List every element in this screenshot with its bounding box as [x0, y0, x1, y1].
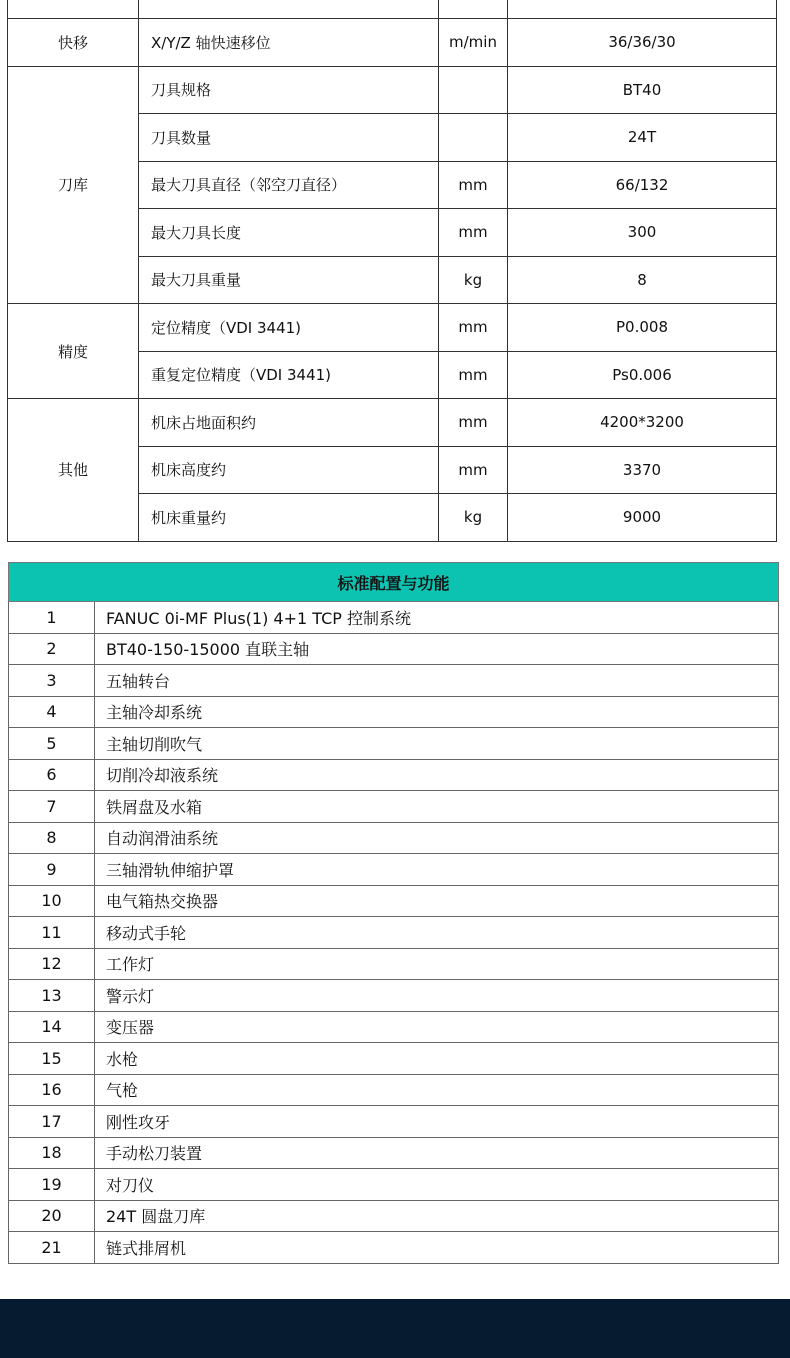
- spec-unit: mm: [439, 351, 508, 399]
- feature-text: 切削冷却液系统: [95, 759, 779, 791]
- feature-number: 11: [9, 917, 95, 949]
- feature-number: 21: [9, 1232, 95, 1264]
- spec-value: Ps0.006: [508, 351, 777, 399]
- spec-item: 刀具数量: [139, 114, 439, 162]
- feature-row: [9, 1106, 779, 1138]
- feature-row: [9, 917, 779, 949]
- feature-number: 7: [9, 791, 95, 823]
- spec-item: X/Y/Z 轴快速移位: [139, 19, 439, 67]
- feature-row: [9, 602, 779, 634]
- feature-text: 五轴转台: [95, 665, 779, 697]
- feature-number: 10: [9, 885, 95, 917]
- feature-text: 手动松刀装置: [95, 1137, 779, 1169]
- spec-value-cell: [508, 0, 777, 19]
- feature-text: 刚性攻牙: [95, 1106, 779, 1138]
- spec-unit: mm: [439, 209, 508, 257]
- spec-item: 重复定位精度（VDI 3441): [139, 351, 439, 399]
- spec-value: 24T: [508, 114, 777, 162]
- feature-number: 16: [9, 1074, 95, 1106]
- feature-number: 14: [9, 1011, 95, 1043]
- feature-row: [9, 822, 779, 854]
- feature-number: 17: [9, 1106, 95, 1138]
- feature-number: 19: [9, 1169, 95, 1201]
- feature-row: [9, 759, 779, 791]
- feature-number: 15: [9, 1043, 95, 1075]
- spec-category-rapid: 快移: [8, 19, 139, 67]
- feature-text: 水枪: [95, 1043, 779, 1075]
- machine-spec-table: [7, 0, 777, 542]
- feature-number: 13: [9, 980, 95, 1012]
- feature-row: [9, 665, 779, 697]
- feature-text: 工作灯: [95, 948, 779, 980]
- spec-category-accuracy: 精度: [8, 304, 139, 399]
- spec-row: [8, 19, 777, 67]
- spec-unit: [439, 114, 508, 162]
- feature-text: 自动润滑油系统: [95, 822, 779, 854]
- spec-category-other: 其他: [8, 399, 139, 542]
- spec-value: BT40: [508, 66, 777, 114]
- spec-unit: kg: [439, 256, 508, 304]
- spec-item-cell: [139, 0, 439, 19]
- spec-value: 66/132: [508, 161, 777, 209]
- feature-number: 5: [9, 728, 95, 760]
- spec-category-tool-magazine: 刀库: [8, 66, 139, 304]
- feature-number: 12: [9, 948, 95, 980]
- feature-text: 三轴滑轨伸缩护罩: [95, 854, 779, 886]
- spec-row: [8, 66, 777, 114]
- feature-number: 18: [9, 1137, 95, 1169]
- feature-number: 4: [9, 696, 95, 728]
- spec-value: P0.008: [508, 304, 777, 352]
- spec-item: 机床高度约: [139, 446, 439, 494]
- feature-number: 9: [9, 854, 95, 886]
- spec-item: 最大刀具长度: [139, 209, 439, 257]
- spec-row-partial: [8, 0, 777, 19]
- feature-text: FANUC 0i-MF Plus(1) 4+1 TCP 控制系统: [95, 602, 779, 634]
- feature-text: 铁屑盘及水箱: [95, 791, 779, 823]
- spec-unit: m/min: [439, 19, 508, 67]
- feature-text: 主轴冷却系统: [95, 696, 779, 728]
- spec-unit: mm: [439, 161, 508, 209]
- feature-text: 移动式手轮: [95, 917, 779, 949]
- spec-value: 8: [508, 256, 777, 304]
- spec-unit: [439, 66, 508, 114]
- feature-number: 6: [9, 759, 95, 791]
- feature-row: [9, 1232, 779, 1264]
- feature-number: 3: [9, 665, 95, 697]
- spec-value: 4200*3200: [508, 399, 777, 447]
- feature-text: 警示灯: [95, 980, 779, 1012]
- spec-row: [8, 304, 777, 352]
- feature-text: 24T 圆盘刀库: [95, 1200, 779, 1232]
- feature-row: [9, 696, 779, 728]
- features-table-title: 标准配置与功能: [9, 563, 779, 602]
- spec-value: 3370: [508, 446, 777, 494]
- feature-text: 电气箱热交换器: [95, 885, 779, 917]
- feature-text: 对刀仪: [95, 1169, 779, 1201]
- spec-item: 机床占地面积约: [139, 399, 439, 447]
- feature-number: 20: [9, 1200, 95, 1232]
- spec-row: [8, 399, 777, 447]
- feature-row: [9, 791, 779, 823]
- feature-text: 气枪: [95, 1074, 779, 1106]
- spec-unit-cell: [439, 0, 508, 19]
- feature-row: [9, 1074, 779, 1106]
- spec-value: 36/36/30: [508, 19, 777, 67]
- spec-unit: mm: [439, 304, 508, 352]
- feature-row: [9, 728, 779, 760]
- spec-item: 最大刀具直径（邻空刀直径）: [139, 161, 439, 209]
- feature-row: [9, 1200, 779, 1232]
- feature-row: [9, 980, 779, 1012]
- feature-row: [9, 1043, 779, 1075]
- spec-item: 刀具规格: [139, 66, 439, 114]
- spec-category-cell: [8, 0, 139, 19]
- feature-row: [9, 1137, 779, 1169]
- feature-number: 1: [9, 602, 95, 634]
- feature-row: [9, 633, 779, 665]
- feature-text: 链式排屑机: [95, 1232, 779, 1264]
- feature-row: [9, 948, 779, 980]
- feature-number: 8: [9, 822, 95, 854]
- feature-row: [9, 1011, 779, 1043]
- spec-unit: kg: [439, 494, 508, 542]
- feature-row: [9, 854, 779, 886]
- feature-text: 主轴切削吹气: [95, 728, 779, 760]
- spec-item: 定位精度（VDI 3441): [139, 304, 439, 352]
- spec-unit: mm: [439, 399, 508, 447]
- feature-text: BT40-150-15000 直联主轴: [95, 633, 779, 665]
- standard-features-table: [8, 562, 779, 1264]
- feature-row: [9, 885, 779, 917]
- spec-item: 最大刀具重量: [139, 256, 439, 304]
- spec-item: 机床重量约: [139, 494, 439, 542]
- spec-value: 300: [508, 209, 777, 257]
- feature-text: 变压器: [95, 1011, 779, 1043]
- spec-unit: mm: [439, 446, 508, 494]
- feature-number: 2: [9, 633, 95, 665]
- spec-value: 9000: [508, 494, 777, 542]
- footer-band: [0, 1299, 790, 1358]
- feature-row: [9, 1169, 779, 1201]
